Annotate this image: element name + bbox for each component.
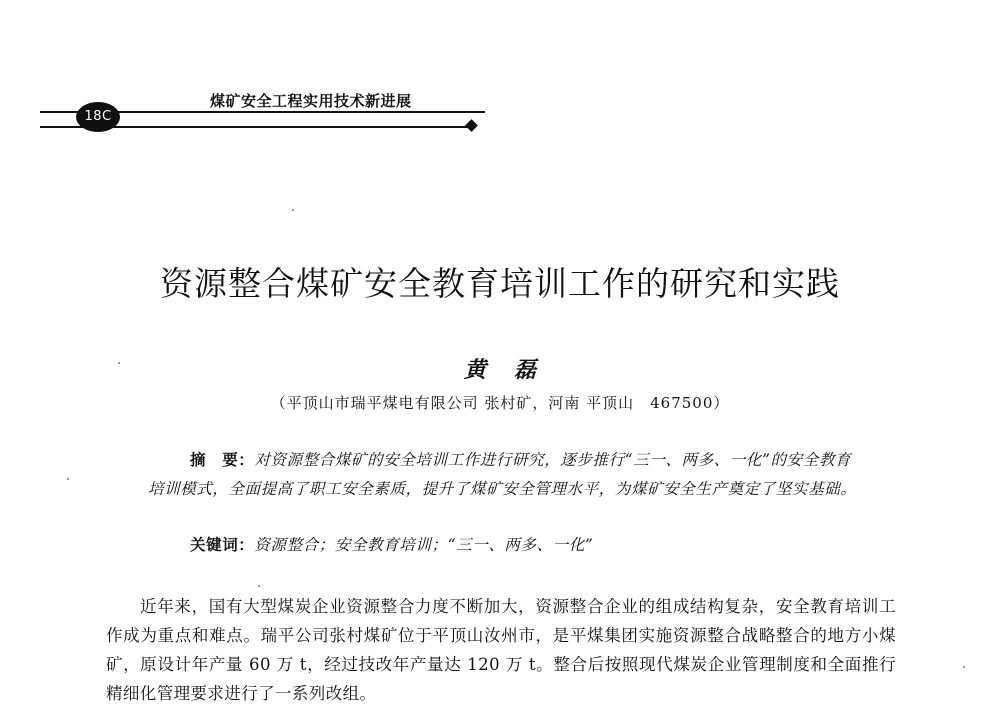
article-author: 黄磊	[463, 357, 564, 383]
author-affiliation: （平顶山市瑞平煤电有限公司 张村矿，河南 平顶山 467500）	[270, 394, 730, 412]
scan-speck	[292, 209, 294, 211]
article-title: 资源整合煤矿安全教育培训工作的研究和实践	[160, 264, 840, 303]
scan-speck	[258, 585, 260, 587]
keywords-block	[190, 533, 858, 555]
keywords-text: 资源整合；安全教育培训；“三一、两多、一化”	[254, 536, 594, 554]
body-paragraph: 近年来，国有大型煤炭企业资源整合力度不断加大，资源整合企业的组成结构复杂，安全教育培训工作成为重点和难点。瑞平公司张村煤矿位于平顶山汝州市，是平煤集团实施资源整合战略整合的地方小煤矿，原设计年产量 60 万 t，经过技改年产量达 120 万 t。整合后按照现代煤炭企业管理制度和全面推行精细化管理要求进行了一系列改组。	[106, 597, 896, 703]
diamond-icon	[465, 119, 478, 132]
abstract-block	[148, 446, 858, 504]
abstract-label: 摘 要：	[190, 451, 255, 469]
keywords-label: 关键词：	[190, 536, 255, 554]
scan-speck	[963, 666, 965, 668]
abstract-text: 对资源整合煤矿的安全培训工作进行研究，逐步推行“三一、两多、一化”的安全教育培训模式，全面提高了职工安全素质，提升了煤矿安全管理水平，为煤矿安全生产奠定了坚实基础。	[148, 451, 857, 498]
page-logo-badge: 18C	[76, 102, 120, 132]
running-header-title: 煤矿安全工程实用技术新进展	[210, 92, 412, 110]
scan-speck	[67, 478, 69, 480]
scan-speck	[118, 362, 120, 364]
